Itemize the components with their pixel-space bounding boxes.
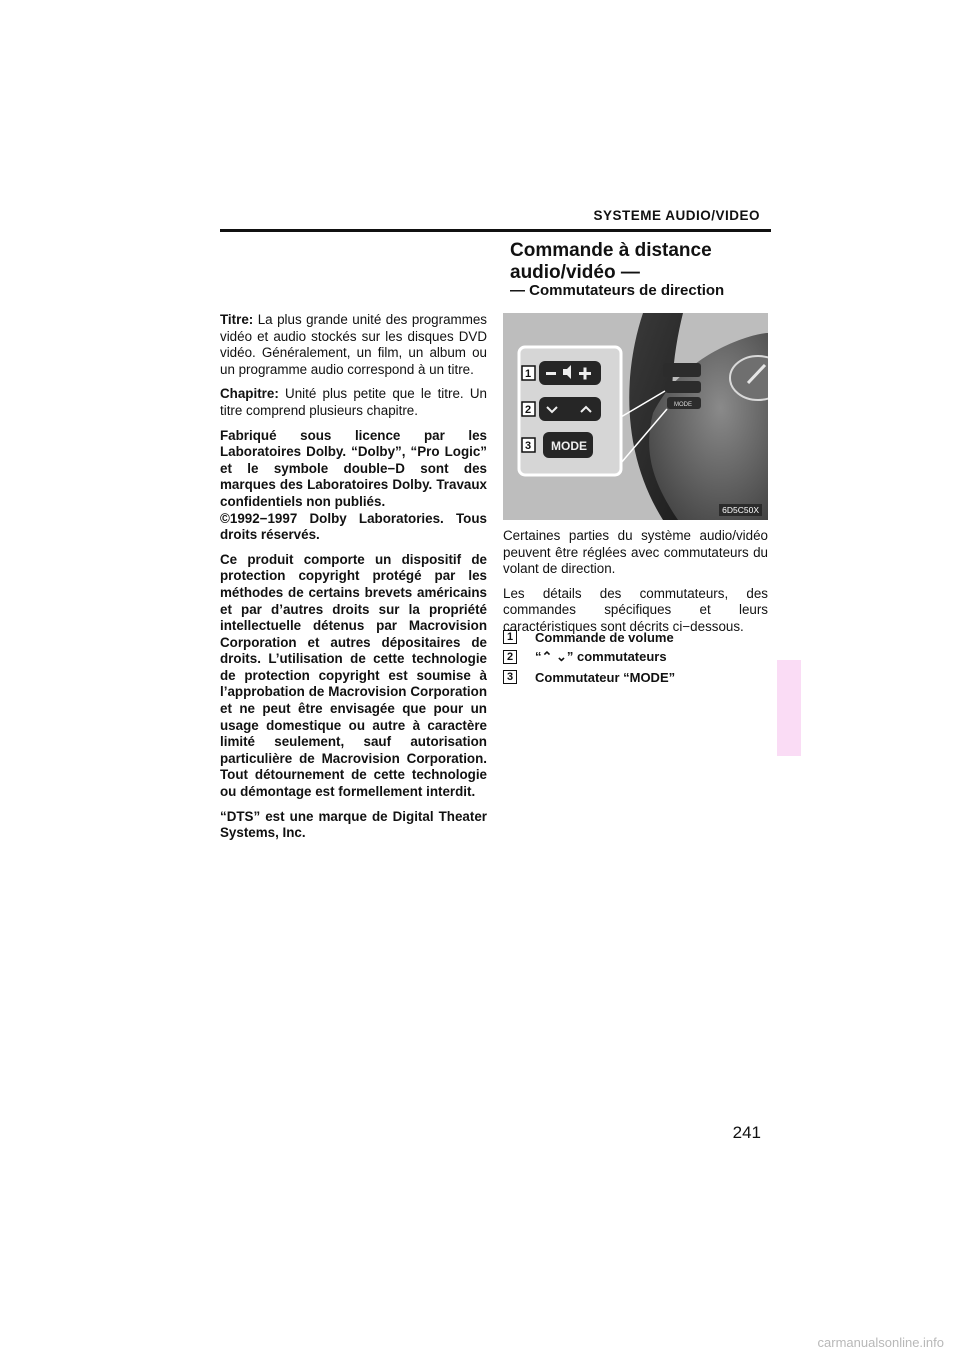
list-item: [503, 667, 768, 687]
item-label: Commutateur “MODE”: [535, 669, 676, 685]
list-item: [503, 647, 768, 667]
chapter-side-tab: [777, 660, 801, 756]
details-paragraph: Les détails des commutateurs, des commandes spécifiques et leurs caractéristiques sont décrits ci−dessous.: [503, 585, 768, 634]
section-header-title: SYSTEME AUDIO/VIDEO: [593, 208, 760, 223]
header-rule: [220, 229, 771, 232]
item-label: “⌃ ⌄” commutateurs: [535, 649, 667, 664]
callout-1: 1: [525, 368, 532, 380]
macrovision-notice: Ce produit comporte un dispositif de protection copyright protégé par les méthodes de certains brevets américains et par d’autres droits sur la propriété intellectuelle détenus par Macrovision Corporation et autres dépositaires de droits. L’utilisation de cette technologie de protection copyright est soumise à l’approbation de Macrovision Corporation et ne peut être envisagée que pour un usage domestique ou autre à caractère limité seulement, sauf autorisation particulière de Macrovision Corporation. Tout détournement de cette technologie ou démontage est formellement interdit.: [220, 551, 487, 800]
switch-list: [503, 627, 768, 687]
watermark: carmanualsonline.info: [817, 1335, 944, 1350]
figure-code: 6D5C50X: [719, 504, 762, 516]
wheel-switch-arrows: [665, 381, 701, 393]
dolby-copyright: ©1992−1997 Dolby Laboratories. Tous droits réservés.: [220, 510, 487, 543]
item-number-box: 2: [503, 650, 517, 664]
item-label: Commande de volume: [535, 629, 674, 645]
mode-switch-label: MODE: [551, 439, 587, 453]
dts-notice: “DTS” est une marque de Digital Theater Systems, Inc.: [220, 808, 487, 841]
section-subheading: — Commutateurs de direction: [510, 282, 725, 299]
definition-chapitre: [220, 386, 487, 419]
page-number: 241: [732, 1123, 761, 1142]
wheel-switch-volume: [663, 363, 701, 377]
section-heading: Commande à distance audio/vidéo —: [510, 240, 712, 283]
item-number-box: 1: [503, 630, 517, 644]
steering-wheel-switch-figure: [503, 313, 768, 520]
callout-3: 3: [525, 440, 532, 452]
definition-titre: [220, 312, 487, 378]
dolby-text: Fabriqué sous licence par les Laboratoires Dolby. “Dolby”, “Pro Logic” et le symbole double−D sont des marques des Laboratoires Dolby. Travaux confidentiels non publiés.: [220, 427, 487, 509]
titre-label: Titre:: [220, 312, 254, 327]
wheel-mode-text: MODE: [674, 402, 692, 408]
chapitre-label: Chapitre:: [220, 386, 279, 402]
steering-wheel-illustration: [503, 313, 768, 520]
callout-2: 2: [525, 404, 532, 416]
intro-paragraph: Certaines parties du système audio/vidéo peuvent être réglées avec commutateurs du volant de direction.: [503, 528, 768, 577]
titre-text: La plus grande unité des programmes vidéo et audio stockés sur les disques DVD vidéo. Généralement, un film, un album ou un programme audio correspond à un titre.: [220, 312, 487, 377]
dolby-notice: [220, 428, 487, 544]
volume-minus-icon: [546, 372, 556, 375]
left-column: [220, 312, 487, 850]
item-number-box: 3: [503, 670, 517, 684]
chapitre-text: Unité plus petite que le titre. Un titre comprend plusieurs chapitre.: [220, 386, 487, 418]
list-item: [503, 627, 768, 647]
